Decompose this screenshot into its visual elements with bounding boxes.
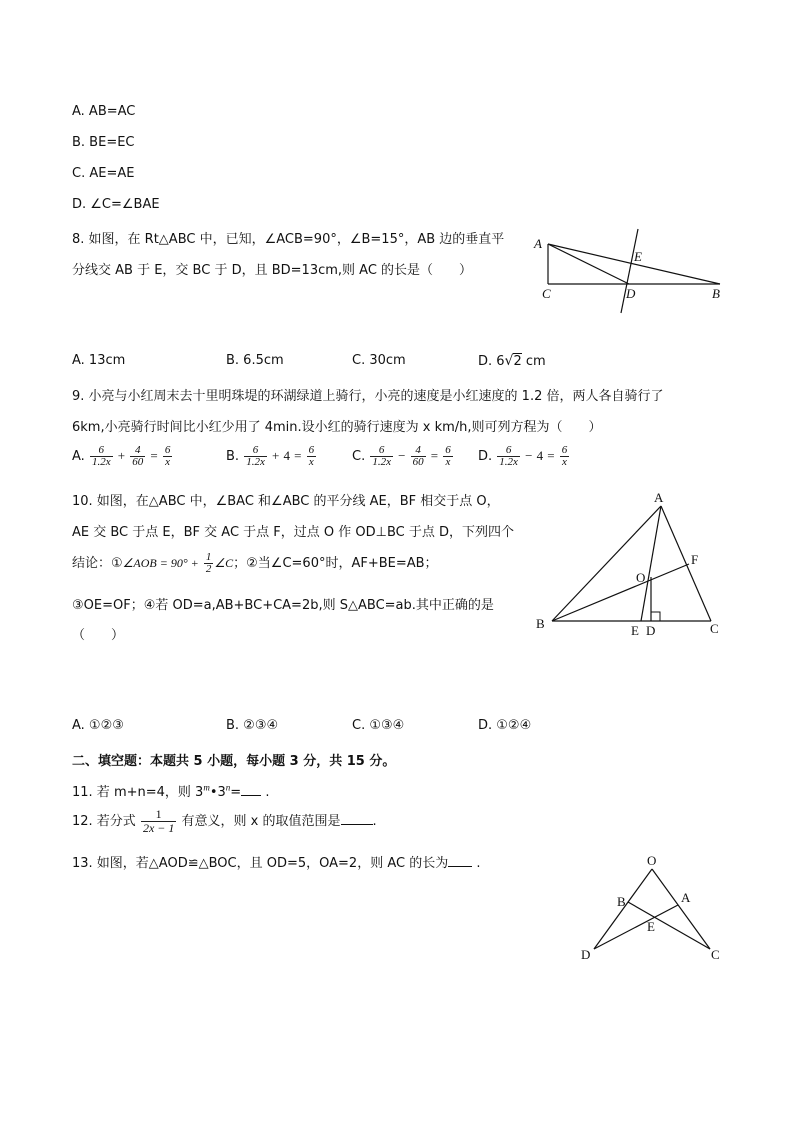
q12-stem: 12. 若分式 $\frac{1}{2x - 1}$ 有意义，则 x 的取值范围是 . (72, 807, 377, 835)
q10-stem-line3: 结论：①∠AOB = 90° + $\frac{1}{2}$ ∠C；②当∠C=60°时，AF+BE=AB； (72, 551, 438, 575)
q13-answer-blank[interactable] (448, 866, 472, 867)
q10-stem-line5: （ ） (72, 628, 125, 643)
q8-option-b: B. 6.5cm (226, 353, 284, 368)
q10-option-a: A. ①②③ (72, 718, 124, 733)
q8-label-c: C (542, 286, 551, 301)
q13-label-b: B (617, 894, 626, 909)
q13-label-c: C (711, 947, 720, 962)
q10-option-c: C. ①③④ (352, 718, 405, 733)
q7-option-d: D. ∠C=∠BAE (72, 197, 160, 212)
q13-label-d: D (581, 947, 591, 962)
q10-label-o: O (636, 570, 646, 585)
q10-option-b: B. ②③④ (226, 718, 279, 733)
q10-label-b: B (536, 616, 545, 631)
q7-option-a: A. AB=AC (72, 104, 136, 119)
q10-stem-line4: ③OE=OF；④若 OD=a,AB+BC+CA=2b,则 S△ABC=ab.其中正确的是 (72, 598, 494, 613)
q10-option-d: D. ①②④ (478, 718, 532, 733)
q10-stem-line2: AE 交 BC 于点 E，BF 交 AC 于点 F，过点 O 作 OD⊥BC 于点 D，下列四个 (72, 525, 515, 540)
q10-label-e: E (631, 623, 639, 638)
q13-stem: 13. 如图，若△AOD≌△BOC，且 OD=5，OA=2，则 AC 的长为 . (72, 856, 481, 871)
q10-label-f: F (691, 552, 699, 567)
q8-stem-line2: 分线交 AB 于 E，交 BC 于 D，且 BD=13cm,则 AC 的长是（ ） (72, 263, 473, 278)
q10-label-d: D (646, 623, 656, 638)
q8-label-b: B (712, 286, 720, 301)
q8-option-a: A. 13cm (72, 353, 126, 368)
q8-stem-line1: 8. 如图，在 Rt△ABC 中，已知，∠ACB=90°，∠B=15°，AB 边的垂直平 (72, 232, 505, 247)
q10-label-c: C (710, 621, 719, 636)
q7-option-c: C. AE=AE (72, 166, 135, 181)
section-heading-fill-in: 二、填空题：本题共 5 小题，每小题 3 分，共 15 分。 (72, 754, 396, 769)
q7-option-b: B. BE=EC (72, 135, 135, 150)
q10-figure (534, 488, 734, 638)
q8-option-d: D. 6√2 cm (478, 353, 546, 369)
q9-option-a: A. $\frac{6}{1.2x}$ + $\frac{4}{60}$ = $\frac{6}{x}$ (72, 444, 171, 468)
q12-answer-blank[interactable] (341, 824, 373, 825)
q13-label-e: E (647, 919, 655, 934)
q8-label-d: D (626, 286, 636, 301)
q11-stem: 11. 若 m+n=4，则 $3^m•3^n=$ . (72, 782, 270, 800)
q13-figure (574, 852, 734, 967)
q9-option-b: B. $\frac{6}{1.2x}$ + 4 = $\frac{6}{x}$ (226, 444, 315, 468)
q9-option-d: D. $\frac{6}{1.2x}$ − 4 = $\frac{6}{x}$ (478, 444, 568, 468)
sqrt-icon: √ (504, 353, 514, 369)
q8-option-c: C. 30cm (352, 353, 406, 368)
q9-option-c: C. $\frac{6}{1.2x}$ − $\frac{4}{60}$ = $\frac{6}{x}$ (352, 444, 451, 468)
q13-label-a: A (681, 890, 691, 905)
q10-stem-line1: 10. 如图，在△ABC 中，∠BAC 和∠ABC 的平分线 AE，BF 相交于点 O， (72, 494, 500, 509)
q8-label-a: A (534, 236, 542, 251)
q10-label-a: A (654, 490, 664, 505)
q9-stem-line2: 6km,小亮骑行时间比小红少用了 4min.设小红的骑行速度为 x km/h,则可列方程为（ ） (72, 420, 602, 435)
q9-stem-line1: 9. 小亮与小红周末去十里明珠堤的环湖绿道上骑行，小亮的速度是小红速度的 1.2 倍，两人各自骑行了 (72, 389, 664, 404)
q8-figure (530, 226, 730, 316)
q13-label-o: O (647, 853, 657, 868)
q8-label-e: E (634, 249, 642, 264)
q11-answer-blank[interactable] (241, 795, 261, 796)
